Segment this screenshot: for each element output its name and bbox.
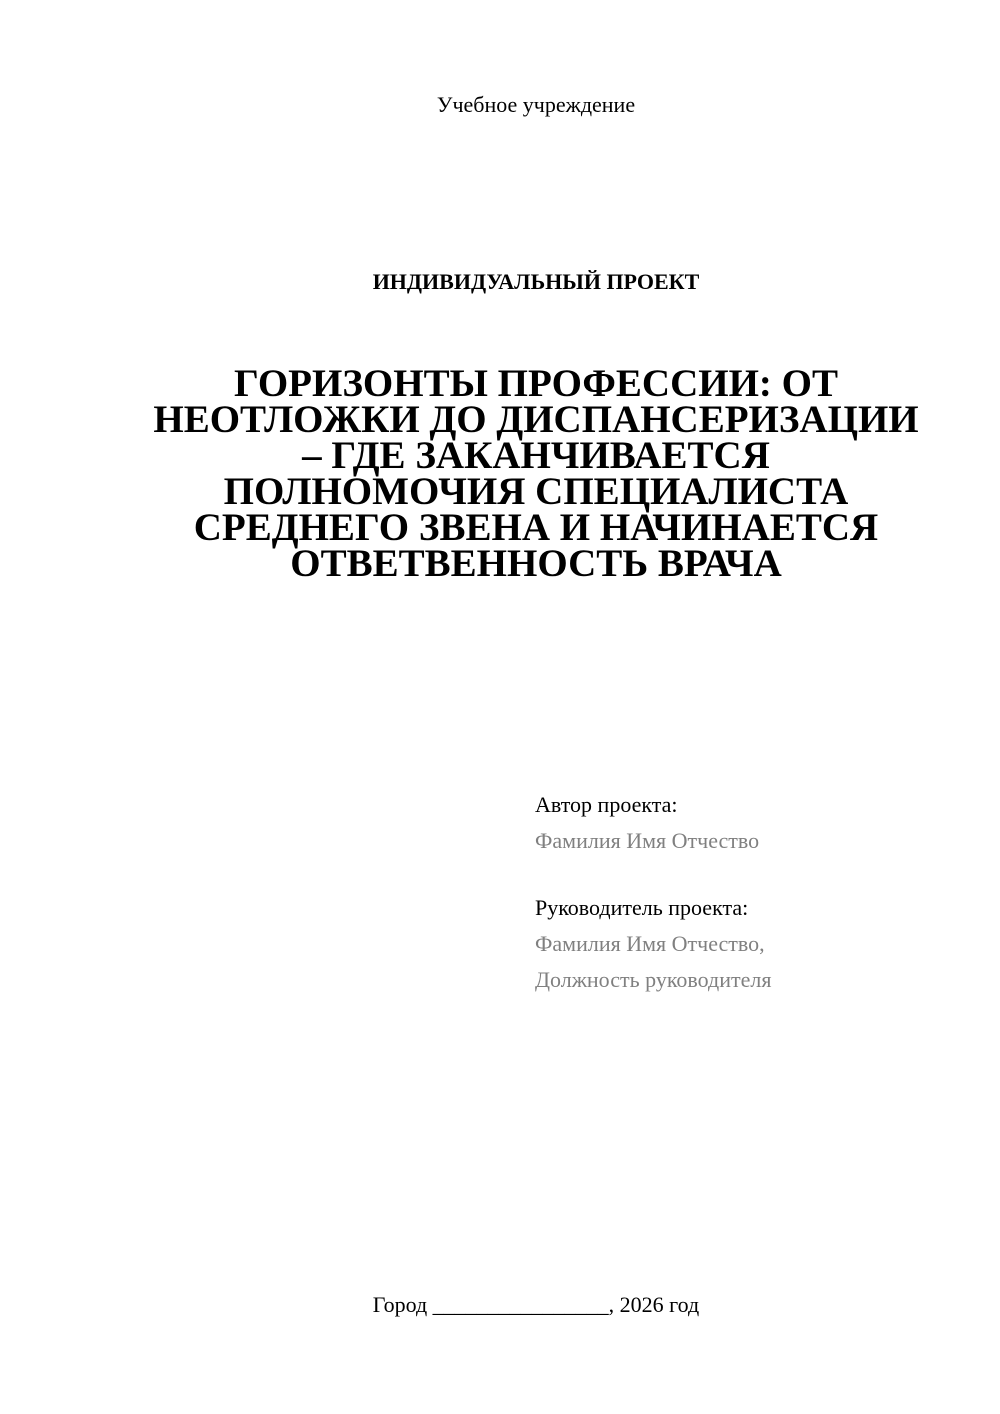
author-name: Фамилия Имя Отчество <box>535 828 760 853</box>
spacer <box>535 859 975 890</box>
title-line: ОТВЕТВЕННОСТЬ ВРАЧА <box>290 542 782 585</box>
title-line: ГОРИЗОНТЫ ПРОФЕССИИ: ОТ <box>234 362 838 405</box>
title-line: ПОЛНОМОЧИЯ СПЕЦИАЛИСТА <box>223 470 849 513</box>
supervisor-position: Должность руководителя <box>535 967 772 992</box>
author-label: Автор проекта: <box>535 792 678 817</box>
supervisor-name: Фамилия Имя Отчество, <box>535 931 765 956</box>
project-title <box>150 362 922 585</box>
institution-name: Учебное учреждение <box>436 92 636 117</box>
title-line: СРЕДНЕГО ЗВЕНА И НАЧИНАЕТСЯ <box>193 506 879 549</box>
supervisor-label: Руководитель проекта: <box>535 895 749 920</box>
title-line: – ГДЕ ЗАКАНЧИВАЕТСЯ <box>302 434 770 477</box>
title-line: НЕОТЛОЖКИ ДО ДИСПАНСЕРИЗАЦИИ <box>153 398 919 441</box>
document-type: ИНДИВИДУАЛЬНЫЙ ПРОЕКТ <box>372 269 700 294</box>
authors-block <box>535 787 975 998</box>
city-year-line: Город ________________, 2026 год <box>372 1292 700 1317</box>
